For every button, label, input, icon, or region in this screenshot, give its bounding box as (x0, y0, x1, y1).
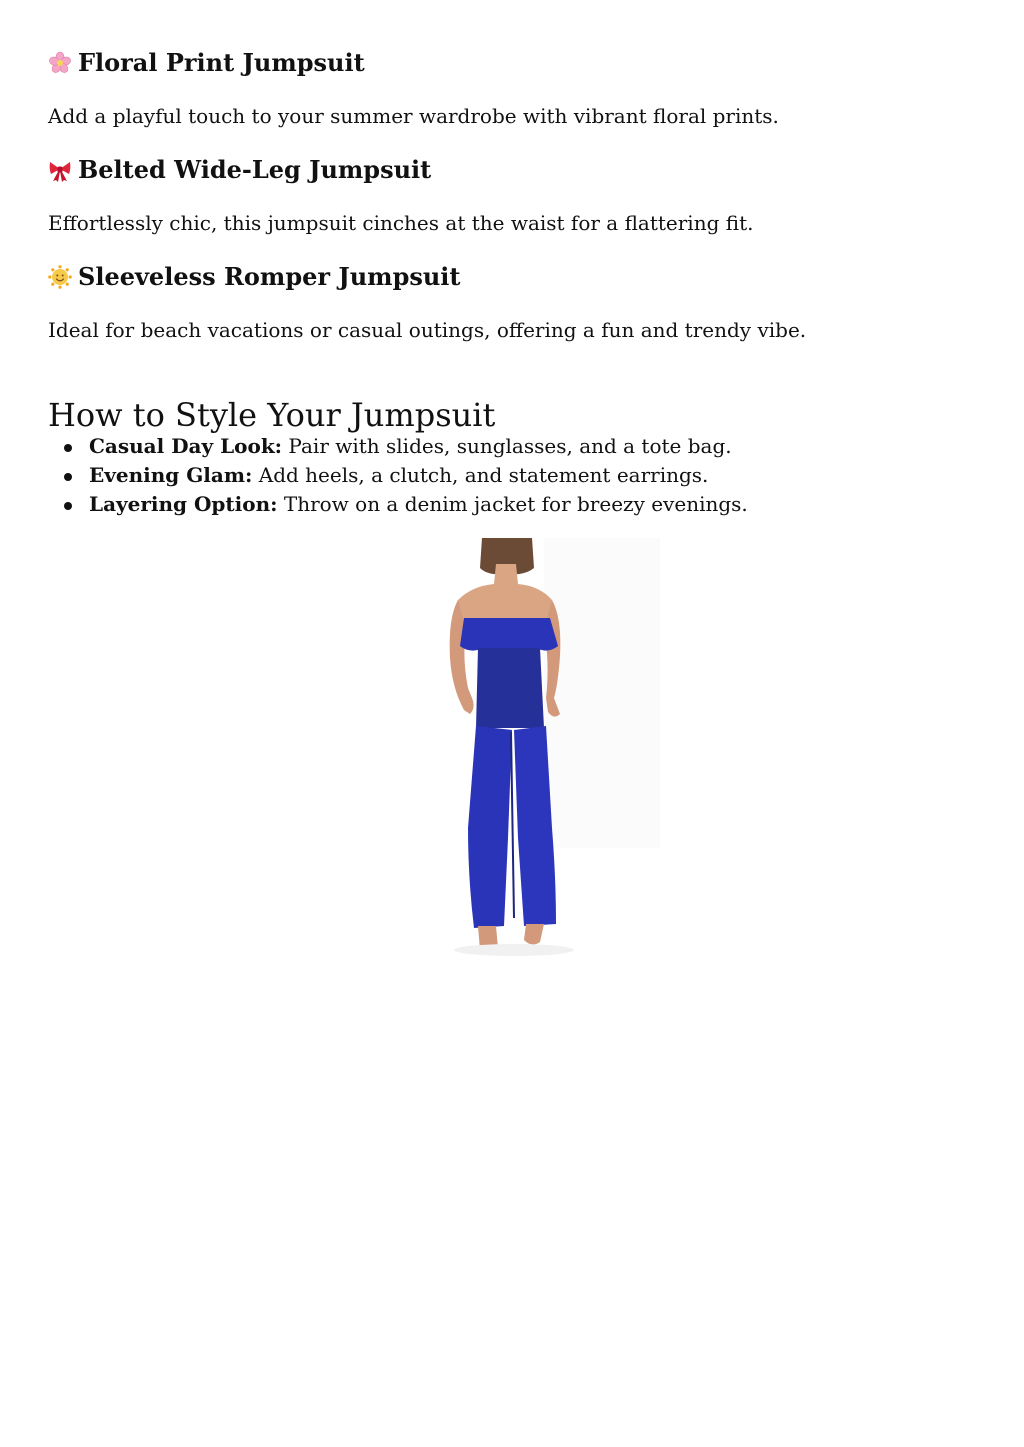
style-tips-list (48, 432, 748, 519)
section-heading-belted (48, 155, 431, 185)
section-heading-text: Belted Wide-Leg Jumpsuit (78, 155, 432, 184)
section-paragraph: Ideal for beach vacations or casual outings, offering a fun and trendy vibe. (48, 318, 807, 342)
section-heading-text: Sleeveless Romper Jumpsuit (78, 262, 461, 291)
cherry-blossom-icon (48, 51, 72, 75)
tip-term: Casual Day Look: (89, 434, 283, 458)
tip-text: Add heels, a clutch, and statement earrings. (252, 463, 709, 487)
tip-term: Layering Option: (89, 492, 278, 516)
list-item (48, 461, 748, 490)
style-heading: How to Style Your Jumpsuit (48, 395, 496, 434)
sun-face-icon (48, 265, 72, 289)
tip-text: Throw on a denim jacket for breezy evenings. (277, 492, 748, 516)
section-heading-romper (48, 262, 461, 292)
list-item (48, 432, 748, 461)
section-paragraph: Effortlessly chic, this jumpsuit cinches at the waist for a flattering fit. (48, 211, 754, 235)
jumpsuit-product-image (364, 538, 660, 974)
tip-text: Pair with slides, sunglasses, and a tote bag. (282, 434, 732, 458)
section-paragraph: Add a playful touch to your summer wardrobe with vibrant floral prints. (48, 104, 779, 128)
section-heading-floral (48, 48, 365, 78)
bullet (64, 502, 72, 510)
section-heading-text: Floral Print Jumpsuit (78, 48, 365, 77)
bullet (64, 444, 72, 452)
list-item (48, 490, 748, 519)
ribbon-icon (48, 158, 72, 182)
tip-term: Evening Glam: (89, 463, 253, 487)
bullet (64, 473, 72, 481)
